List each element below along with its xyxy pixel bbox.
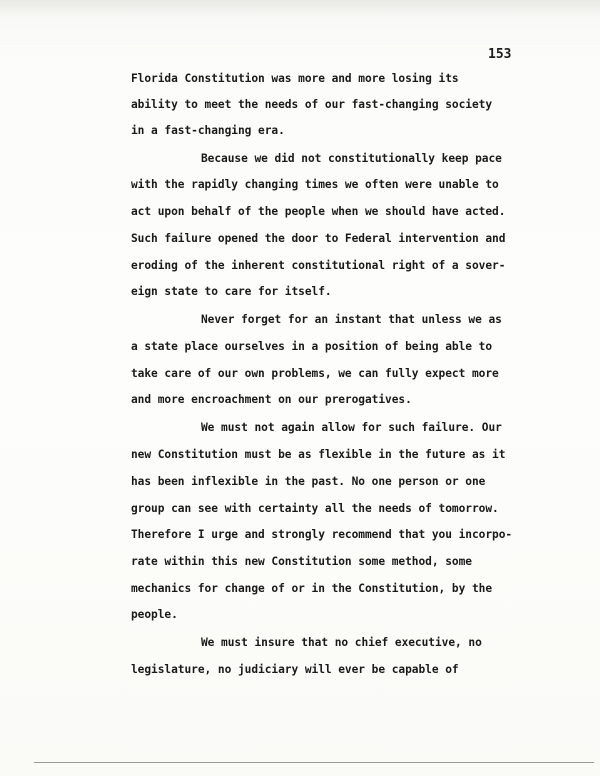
text-line: a state place ourselves in a position of being able to [131, 340, 493, 353]
text-line: has been inflexible in the past. No one person or one [131, 475, 486, 488]
text-line: legislature, no judiciary will ever be capable of [131, 663, 459, 676]
text-line: mechanics for change of or in the Constitution, by the [131, 582, 493, 595]
page-number: 153 [488, 47, 512, 62]
text-line: We must insure that no chief executive, no [201, 636, 482, 649]
text-line: with the rapidly changing times we often were unable to [131, 178, 499, 191]
text-line: new Constitution must be as flexible in the future as it [131, 448, 506, 461]
text-line: ability to meet the needs of our fast-changing society [131, 98, 493, 111]
text-line: eroding of the inherent constitutional right of a sover- [131, 259, 506, 272]
text-line: Because we did not constitutionally keep pace [201, 152, 502, 165]
text-line: group can see with certainty all the needs of tomorrow. [131, 502, 499, 515]
text-line: act upon behalf of the people when we should have acted. [131, 205, 506, 218]
text-line: in a fast-changing era. [131, 124, 285, 137]
text-line: Such failure opened the door to Federal intervention and [131, 232, 506, 245]
text-line: Never forget for an instant that unless we as [201, 313, 502, 326]
text-line: Therefore I urge and strongly recommend that you incorpo- [131, 528, 513, 541]
text-line: and more encroachment on our prerogatives. [131, 393, 412, 406]
scan-edge-shadow [0, 0, 600, 18]
text-line: Florida Constitution was more and more losing its [131, 72, 459, 85]
text-line: We must not again allow for such failure. Our [201, 421, 502, 434]
text-line: people. [131, 608, 178, 621]
text-line: rate within this new Constitution some method, some [131, 555, 472, 568]
text-line: eign state to care for itself. [131, 285, 332, 298]
text-line: take care of our own problems, we can fully expect more [131, 367, 499, 380]
bottom-edge-rule [34, 762, 594, 763]
